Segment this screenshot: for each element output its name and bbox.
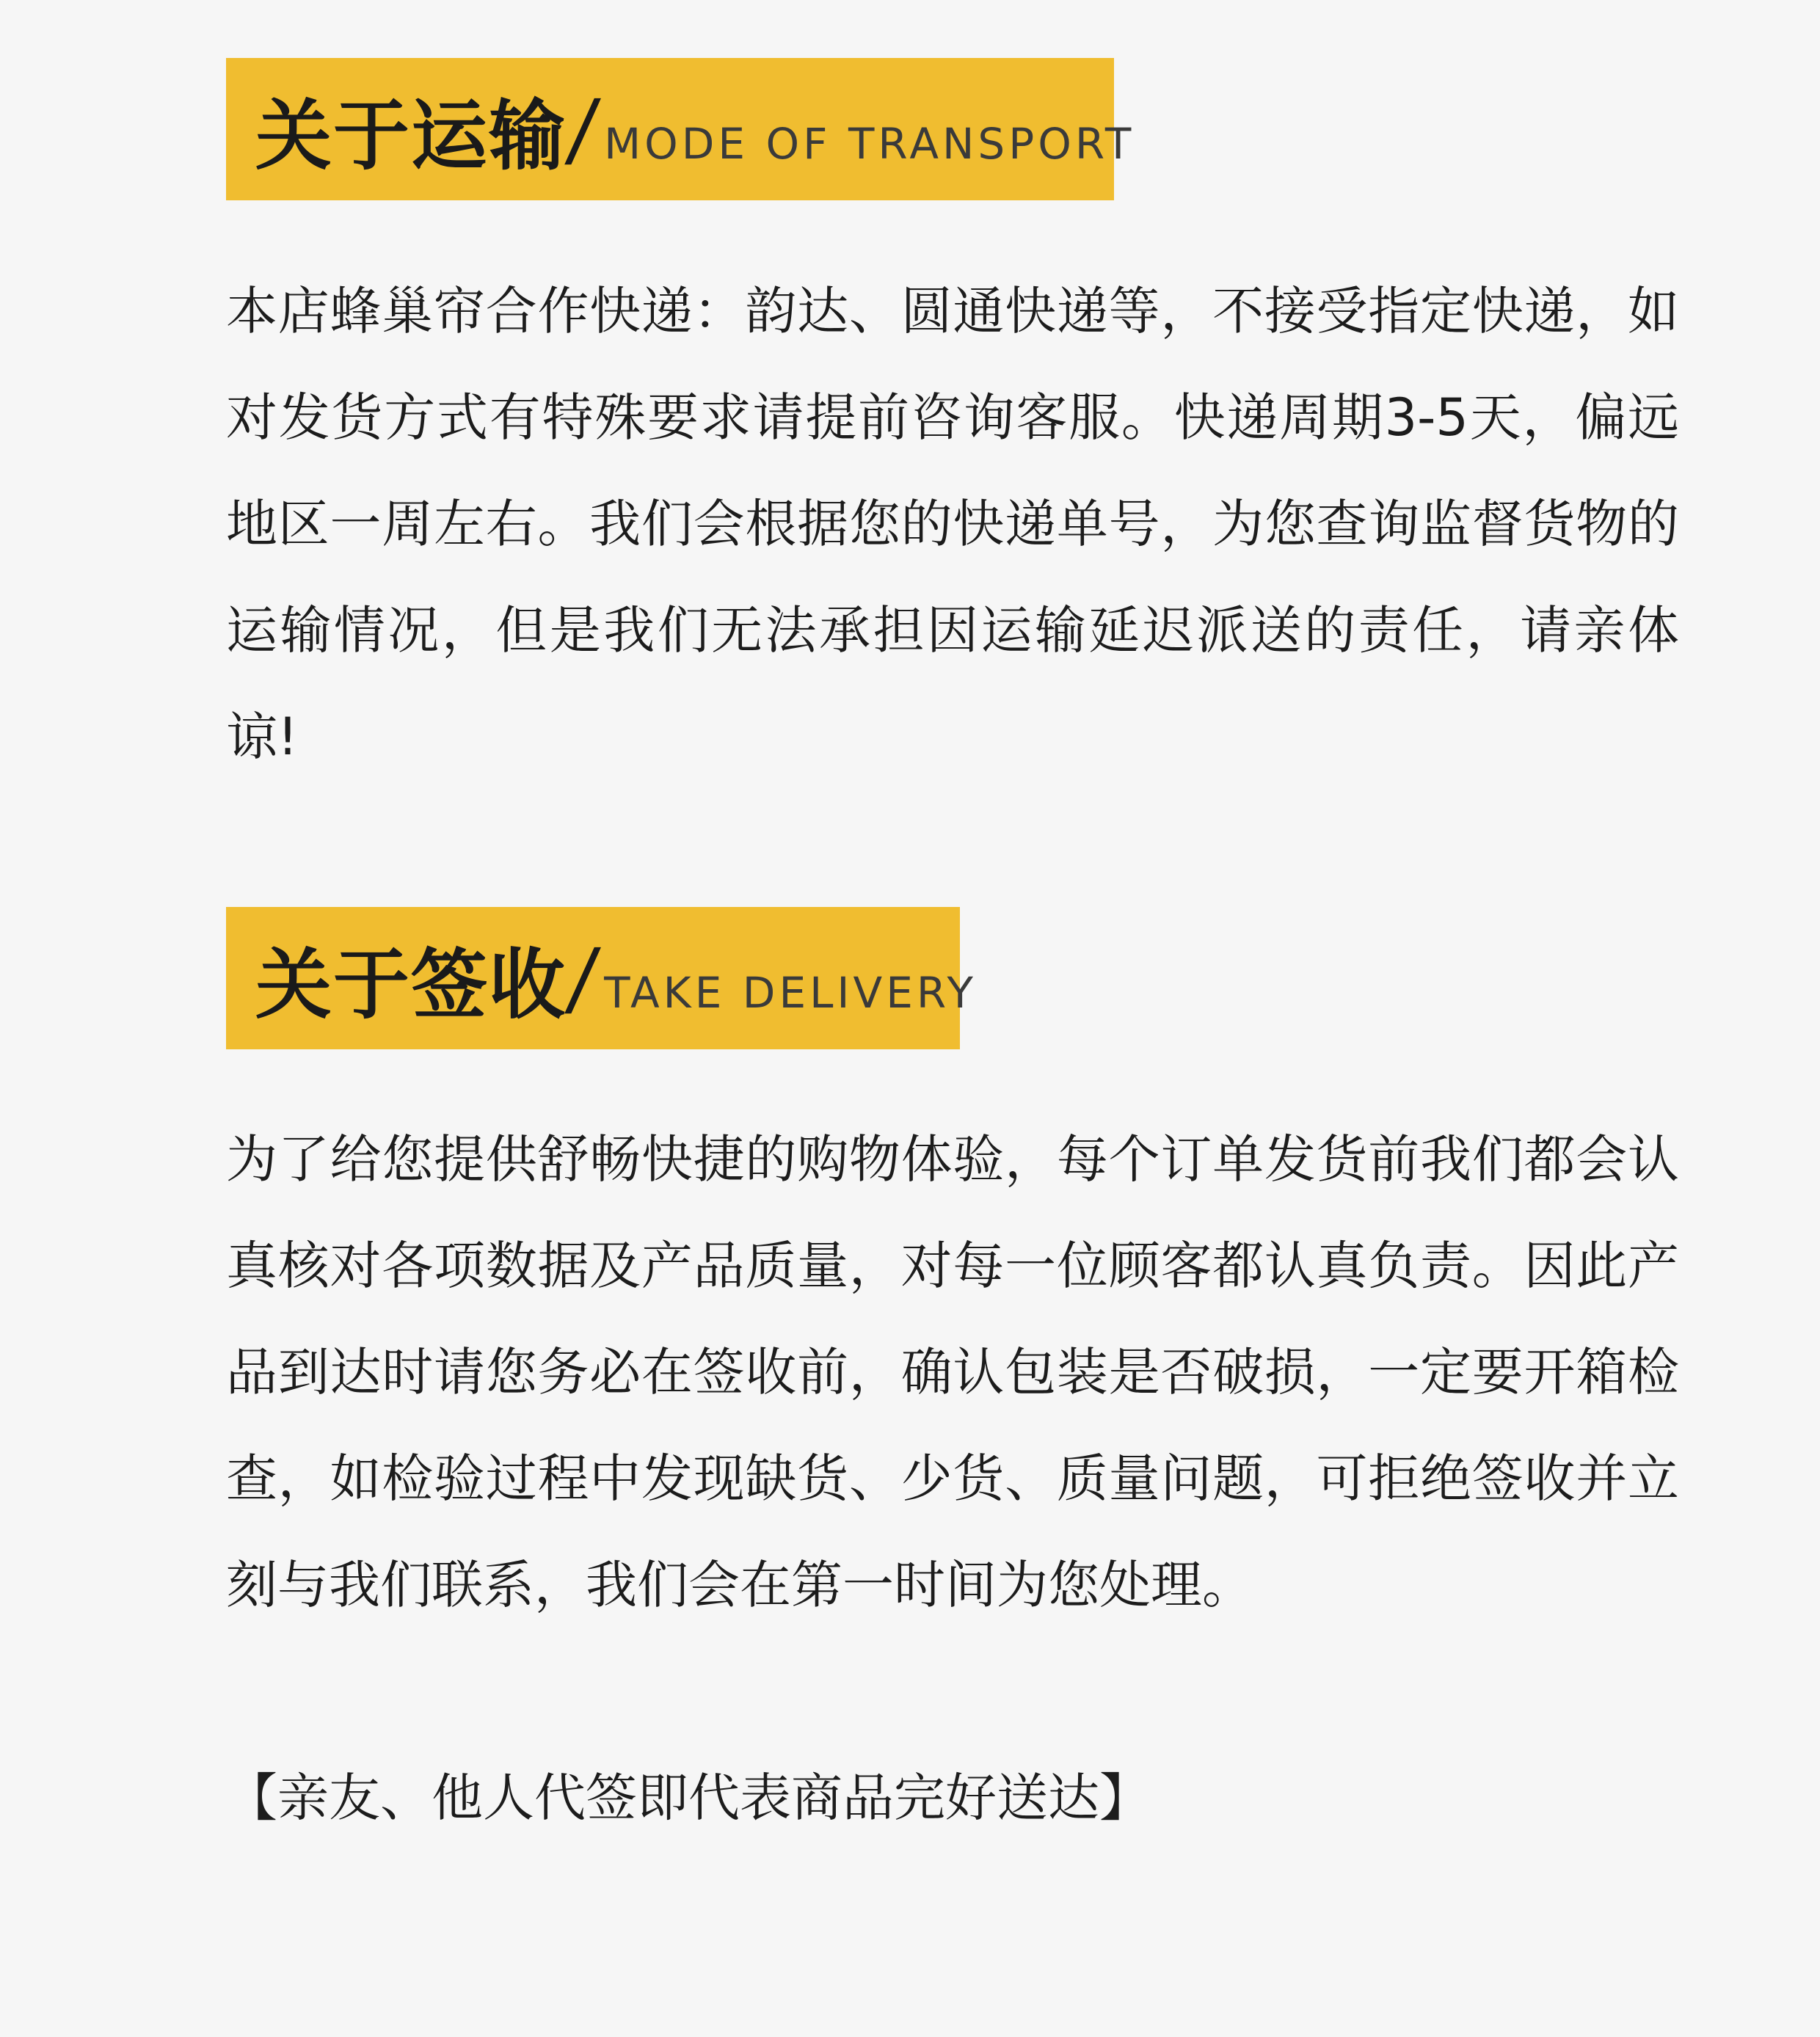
transport-section-header	[226, 58, 1135, 200]
delivery-title-en: TAKE DELIVERY	[604, 968, 977, 1018]
transport-title-cn: 关于运输	[255, 91, 567, 181]
delivery-proxy-sign-note: 【亲友、他人代签即代表商品完好送达】	[226, 1768, 1151, 1828]
delivery-section-header	[226, 907, 977, 1049]
delivery-body-text: 为了给您提供舒畅快捷的购物体验，每个订单发货前我们都会认真核对各项数据及产品质量，对每一位顾客都认真负责。因此产品到达时请您务必在签收前，确认包装是否破损，一定要开箱检查，如检验过程中发现缺货、少货、质量问题，可拒绝签收并立刻与我们联系，我们会在第一时间为您处理。	[226, 1129, 1679, 1615]
transport-title-en: MODE OF TRANSPORT	[604, 119, 1135, 169]
transport-body-text: 本店蜂巢帘合作快递：韵达、圆通快递等，不接受指定快递，如对发货方式有特殊要求请提前咨询客服。快递周期3-5天，偏远地区一周左右。我们会根据您的快递单号，为您查询监督货物的运输情况，但是我们无法承担因运输延迟派送的责任，请亲体谅!	[226, 281, 1679, 767]
transport-title-slash: /	[563, 82, 604, 176]
delivery-title-slash: /	[563, 931, 604, 1025]
delivery-title-cn: 关于签收	[255, 940, 567, 1030]
